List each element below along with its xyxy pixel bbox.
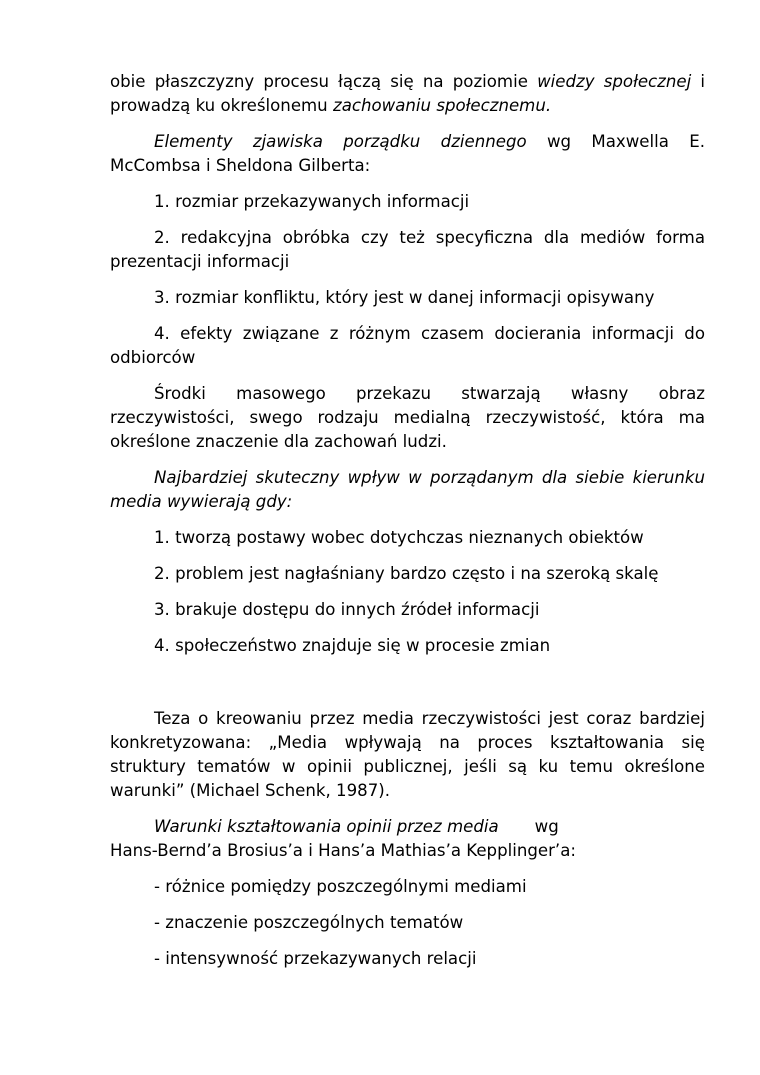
paragraph-intro [110, 70, 705, 118]
elements-heading-text: wg Maxwella E. McCombsa i Sheldona Gilberta: [110, 132, 705, 175]
list-item: 3. rozmiar konfliktu, który jest w danej informacji opisywany [154, 288, 655, 307]
paragraph-conditions-heading [110, 815, 705, 863]
list-item: 4. społeczeństwo znajduje się w procesie zmian [154, 636, 551, 655]
list-item: 1. tworzą postawy wobec dotychczas nieznanych obiektów [154, 528, 644, 547]
intro-emphasis-2: zachowaniu społecznemu. [332, 96, 552, 115]
elements-heading-emphasis: Elementy zjawiska porządku dziennego [154, 132, 527, 151]
conditions-heading-wg: wg [534, 817, 559, 836]
intro-text-2: i prowadzą ku określonemu [110, 72, 706, 115]
paragraph-effectiveness-heading: Najbardziej skuteczny wpływ w porządanym dla siebie kierunku media wywierają gdy: [110, 468, 705, 511]
paragraph-thesis: Teza o kreowaniu przez media rzeczywistości jest coraz bardziej konkretyzowana: „Media wpływają na proces kształtowania się struktury tematów w opinii publicznej, jeśli są ku temu określone warunki” (Michael Schenk, 1987). [110, 709, 705, 800]
list-item: 2. problem jest nagłaśniany bardzo często i na szeroką skalę [154, 564, 659, 583]
list-item: 3. brakuje dostępu do innych źródeł informacji [154, 600, 540, 619]
document-body [110, 70, 705, 983]
list-item: 4. efekty związane z różnym czasem docierania informacji do odbiorców [110, 324, 705, 367]
list-item: - różnice pomiędzy poszczególnymi mediami [154, 877, 527, 896]
conditions-heading-emphasis: Warunki kształtowania opinii przez media [154, 817, 499, 836]
list-item: 2. redakcyjna obróbka czy też specyficzna dla mediów forma prezentacji informacji [110, 228, 705, 271]
intro-emphasis-1: wiedzy społecznej [537, 72, 692, 91]
list-item: - intensywność przekazywanych relacji [154, 949, 477, 968]
section-spacer [110, 670, 705, 707]
list-item: - znaczenie poszczególnych tematów [154, 913, 464, 932]
conditions-heading-authors: Hans-Bernd’a Brosius’a i Hans’a Mathias’a Kepplinger’a: [110, 841, 576, 860]
paragraph-media-reality: Środki masowego przekazu stwarzają własny obraz rzeczywistości, swego rodzaju medialną rzeczywistość, która ma określone znaczenie dla zachowań ludzi. [110, 384, 705, 451]
list-item: 1. rozmiar przekazywanych informacji [154, 192, 470, 211]
intro-text-1: obie płaszczyzny procesu łączą się na poziomie [110, 72, 538, 91]
paragraph-elements-heading [110, 130, 705, 178]
